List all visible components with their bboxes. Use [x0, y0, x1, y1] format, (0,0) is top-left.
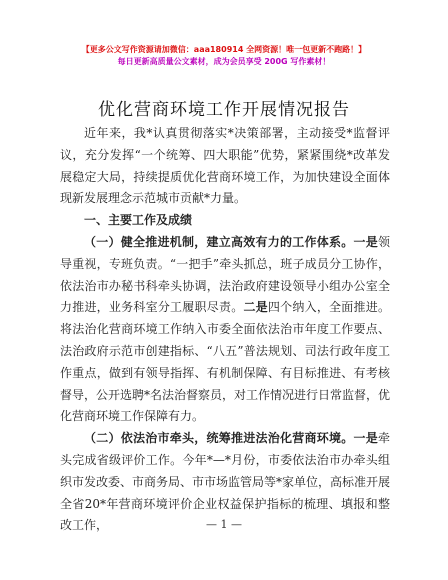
- document-title: 优化营商环境工作开展情况报告: [98, 100, 350, 120]
- document-body: [60, 123, 390, 537]
- promo-banner: [0, 44, 448, 68]
- page-number: — 1 —: [206, 518, 242, 531]
- item-marker: 一是: [353, 431, 378, 446]
- item-text: 领导重视，专班负责。“一把手”牵头抓总，班子成员分工协作，依法治市办秘书科牵头协调，法治政府建设领导小组办公室全力推进，业务科室分工履职尽责。: [60, 234, 390, 315]
- intro-paragraph: 近年来，我*认真贯彻落实*决策部署，主动接受*监督评议，充分发挥“一个统筹、四大职能”优势，紧紧围绕*改革发展稳定大局，持续提质优化营商环境工作，为加快建设全面体现新发展理念示范城市贡献*力量。: [60, 126, 390, 206]
- paragraph-lead: （一）健全推进机制，建立高效有力的工作体系。: [84, 234, 354, 249]
- promo-banner-line-2: 每日更新高质量公文素材，成为会员享受 200G 写作素材！: [117, 57, 331, 66]
- item-marker: 二是: [243, 300, 268, 315]
- item-text: 四个纳入，全面推进。将法治化营商环境工作纳入市委全面依法治市年度工作要点、法治政府示范市创建指标、“八五”普法规划、司法行政年度工作重点，做到有领导指挥、有机制保障、有目标推进、有考核督导，公开选聘*名法治督察员，对工作情况进行日常监督，优化营商环境工作保障有力。: [60, 300, 391, 424]
- section-heading: 一、主要工作及成绩: [84, 213, 193, 228]
- promo-banner-line-1: 【更多公文写作资源请加微信：aaa180914 全网资源！唯一包更新不跑路！】: [81, 45, 367, 54]
- item-marker: 一是: [353, 234, 378, 249]
- item-text: 牵头完成省级评价工作。今年*—*月份，市委依法治市办牵头组织市发改委、市商务局、市市场监管局等*家单位，高标准开展全省20*年营商环境评价企业权益保护指标的梳理、填报和整改工作，: [60, 431, 391, 533]
- paragraph-mechanism: [60, 232, 390, 428]
- paragraph-lead: （二）依法治市牵头，统筹推进法治化营商环境。: [84, 431, 354, 446]
